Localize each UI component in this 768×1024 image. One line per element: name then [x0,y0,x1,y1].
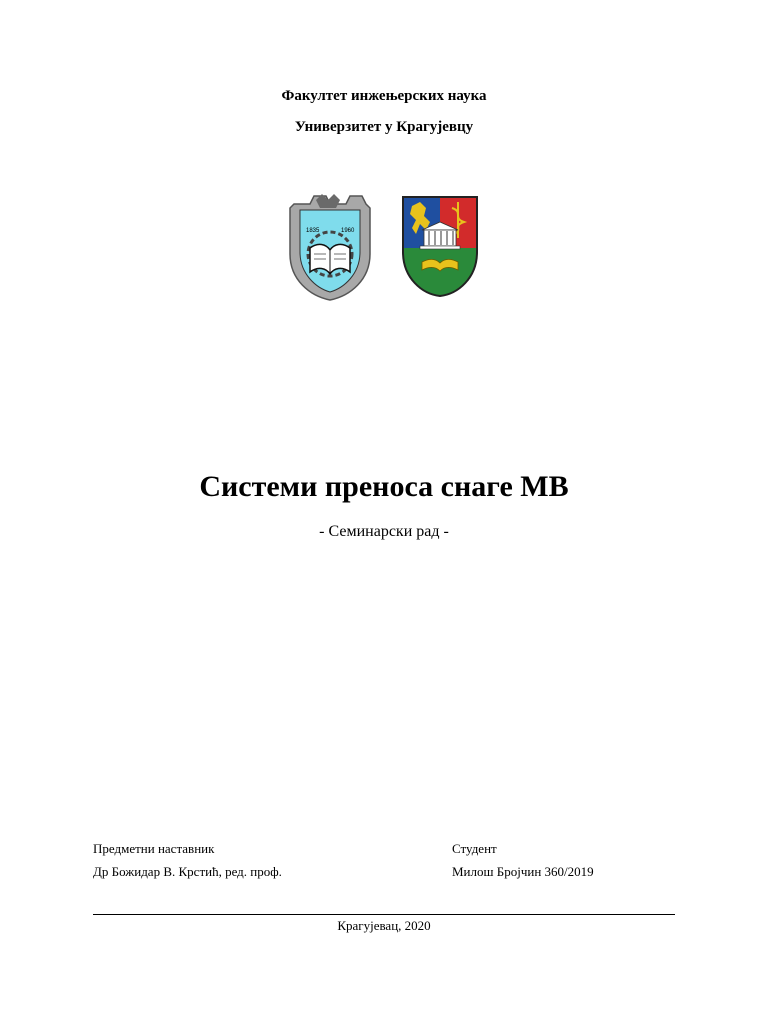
student-name: Милош Бројчин 360/2019 [452,864,594,879]
university-name: Универзитет у Крагујевцу [294,119,474,135]
faculty-emblem-year-left: 1835 [306,228,320,234]
footer-divider [93,914,675,915]
faculty-emblem-icon [286,192,374,302]
mentor-name: Др Божидар В. Крстић, ред. проф. [93,864,282,879]
document-title: Системи преноса снаге МВ [199,470,569,503]
student-label: Студент [452,841,497,856]
mentor-label: Предметни наставник [93,841,215,856]
faculty-emblem-year-right: 1960 [341,228,355,234]
university-coat-of-arms-icon [400,194,480,298]
faculty-name: Факултет инжењерских наука [281,88,487,104]
document-subtitle: - Семинарски рад - [319,523,449,540]
place-and-date: Крагујевац, 2020 [337,918,431,933]
